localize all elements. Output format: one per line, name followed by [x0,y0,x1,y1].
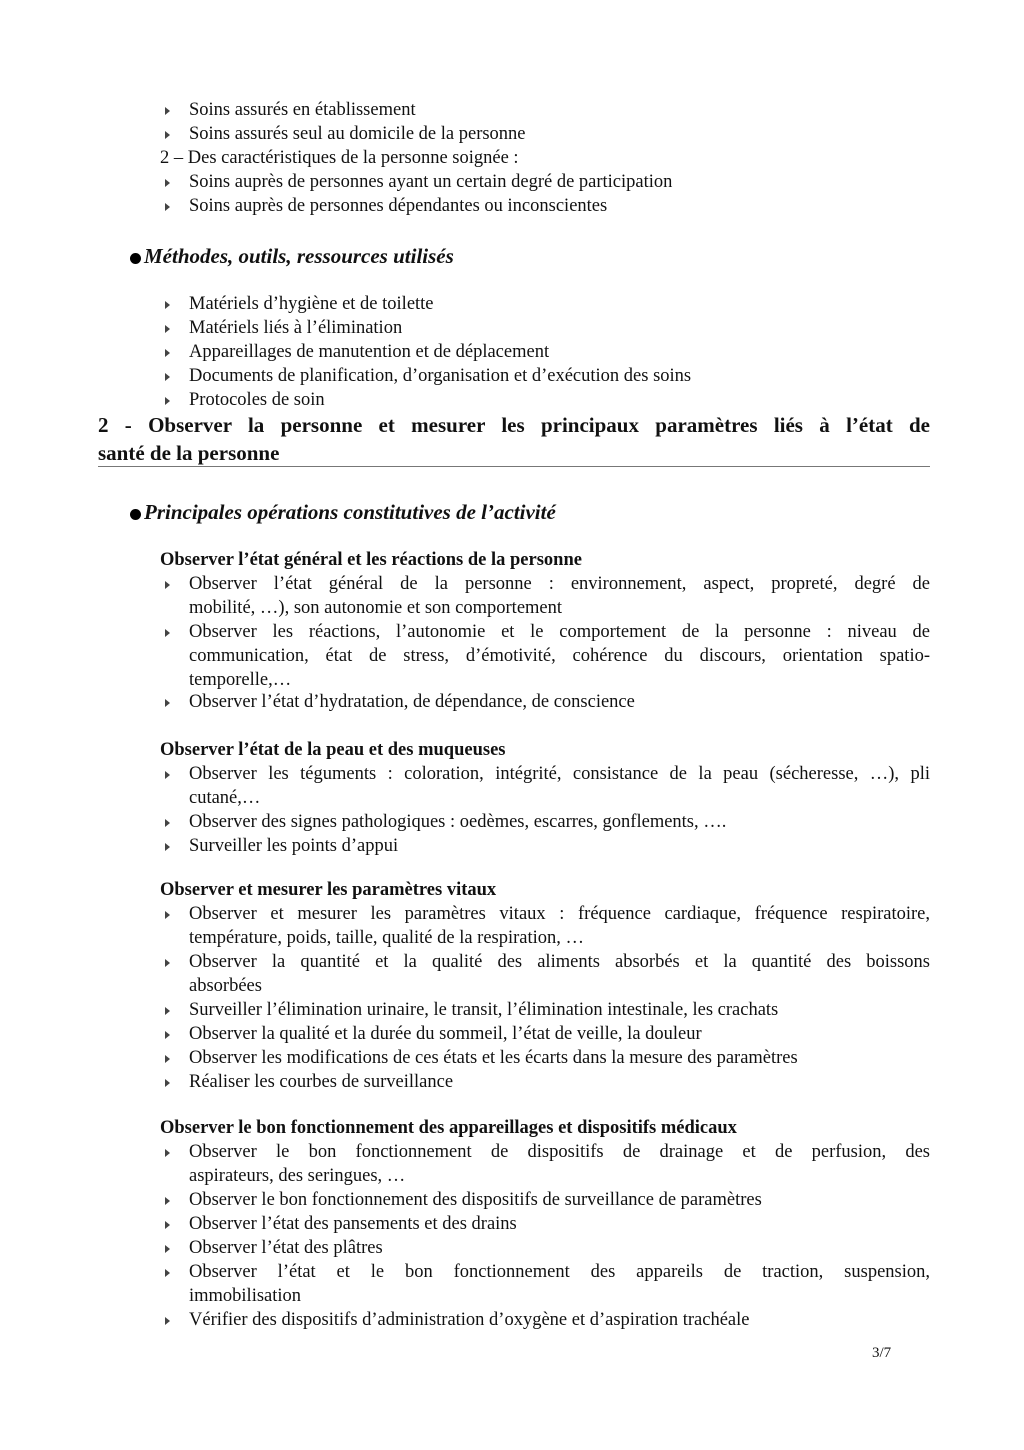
section-heading: Principales opérations constitutives de l’activité [130,498,556,526]
page-number: 3/7 [872,1345,892,1361]
list-item: Soins auprès de personnes ayant un certain degré de participation [160,170,930,194]
list-item: Documents de planification, d’organisation et d’exécution des soins [160,364,930,388]
triangle-bullet-icon [165,771,170,779]
list-item: Soins assurés seul au domicile de la personne [160,122,930,146]
triangle-bullet-icon [165,1007,170,1015]
triangle-bullet-icon [165,107,170,115]
list-item: Réaliser les courbes de surveillance [160,1070,930,1094]
triangle-bullet-icon [165,911,170,919]
list-item: Observer la qualité et la durée du sommeil, l’état de veille, la douleur [160,1022,930,1046]
triangle-bullet-icon [165,843,170,851]
list-item: Observer l’état des pansements et des drains [160,1212,930,1236]
triangle-bullet-icon [165,325,170,333]
triangle-bullet-icon [165,819,170,827]
list-item: Matériels liés à l’élimination [160,316,930,340]
list-item: Observer le bon fonctionnement des dispositifs de surveillance de paramètres [160,1188,930,1212]
list-item: Observer les modifications de ces états et les écarts dans la mesure des paramètres [160,1046,930,1070]
list-item: Soins assurés en établissement [160,98,930,122]
bullet-dot-icon [130,253,141,264]
list-heading: 2 – Des caractéristiques de la personne soignée : [160,148,519,168]
triangle-bullet-icon [165,373,170,381]
list-item: Matériels d’hygiène et de toilette [160,292,930,316]
triangle-bullet-icon [165,629,170,637]
triangle-bullet-icon [165,1317,170,1325]
list-item: Observer la quantité et la qualité des aliments absorbés et la quantité des boissons absorbées [160,950,930,998]
triangle-bullet-icon [165,349,170,357]
list-item: Surveiller les points d’appui [160,834,930,858]
list-item: Observer l’état d’hydratation, de dépendance, de conscience [160,690,930,714]
list-item: Observer l’état et le bon fonctionnement des appareils de traction, suspension, immobilisation [160,1260,930,1308]
page-title: 2 - Observer la personne et mesurer les principaux paramètres liés à l’état de santé de la personne [98,413,930,465]
group-heading: Observer l’état général et les réactions de la personne [160,550,582,570]
group-heading: Observer le bon fonctionnement des appareillages et dispositifs médicaux [160,1118,737,1138]
list-item: Soins auprès de personnes dépendantes ou inconscientes [160,194,930,218]
list-item: Protocoles de soin [160,388,930,412]
list-item: Vérifier des dispositifs d’administration d’oxygène et d’aspiration trachéale [160,1308,930,1332]
triangle-bullet-icon [165,131,170,139]
list-item: Observer les téguments : coloration, intégrité, consistance de la peau (sécheresse, …), pli cutané,… [160,762,930,810]
triangle-bullet-icon [165,1245,170,1253]
triangle-bullet-icon [165,1149,170,1157]
divider [98,466,930,467]
triangle-bullet-icon [165,1031,170,1039]
group-heading: Observer et mesurer les paramètres vitaux [160,880,497,900]
triangle-bullet-icon [165,1079,170,1087]
triangle-bullet-icon [165,301,170,309]
list-item: Observer les réactions, l’autonomie et le comportement de la personne : niveau de communication, état de stress, d’émotivité, cohérence du discours, orientation spatio- temporelle,… [160,620,930,692]
bullet-dot-icon [130,509,141,520]
triangle-bullet-icon [165,581,170,589]
list-item: Observer et mesurer les paramètres vitaux : fréquence cardiaque, fréquence respiratoire, température, poids, taille, qualité de la respiration, … [160,902,930,950]
triangle-bullet-icon [165,203,170,211]
triangle-bullet-icon [165,1221,170,1229]
triangle-bullet-icon [165,699,170,707]
section-heading: Méthodes, outils, ressources utilisés [130,242,454,270]
list-item: Observer l’état général de la personne : environnement, aspect, propreté, degré de mobilité, …), son autonomie et son comportement [160,572,930,620]
triangle-bullet-icon [165,1197,170,1205]
list-item: Appareillages de manutention et de déplacement [160,340,930,364]
triangle-bullet-icon [165,1055,170,1063]
triangle-bullet-icon [165,397,170,405]
list-item: Observer le bon fonctionnement de dispositifs de drainage et de perfusion, des aspirateurs, des seringues, … [160,1140,930,1188]
triangle-bullet-icon [165,959,170,967]
triangle-bullet-icon [165,179,170,187]
list-item: Observer des signes pathologiques : oedèmes, escarres, gonflements, …. [160,810,930,834]
list-item: Surveiller l’élimination urinaire, le transit, l’élimination intestinale, les crachats [160,998,930,1022]
group-heading: Observer l’état de la peau et des muqueuses [160,740,506,760]
list-item: Observer l’état des plâtres [160,1236,930,1260]
triangle-bullet-icon [165,1269,170,1277]
